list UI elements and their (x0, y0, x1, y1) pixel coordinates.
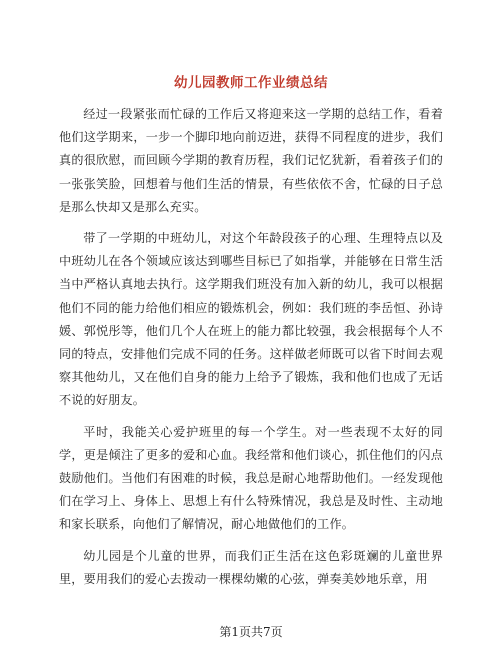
paragraph-2: 带了一学期的中班幼儿，对这个年龄段孩子的心理、生理特点以及中班幼儿在各个领域应该达到哪些目标已了如指掌，并能够在日常生活当中严格认真地去执行。这学期我们班没有加入新的幼儿，我可以根据他们不同的能力给他们相应的锻炼机会，例如：我们班的李岳恒、孙诗媛、郭悦彤等，他们几个人在班上的能力都比较强，我会根据每个人不同的特点，安排他们完成不同的任务。这样做老师既可以省下时间去观察其他幼儿，又在他们自身的能力上给予了锻炼，我和他们也成了无话不说的好朋友。 (59, 231, 443, 408)
document-body (59, 103, 443, 599)
paragraph-4: 幼儿园是个儿童的世界，而我们正生活在这色彩斑斓的儿童世界里，要用我们的爱心去拨动一棵棵幼嫩的心弦，弹奏美妙地乐章，用 (59, 548, 443, 586)
page-number: 第1页共7页 (219, 625, 283, 639)
paragraph-1: 经过一段紧张而忙碌的工作后又将迎来这一学期的总结工作，看着他们这学期来，一步一个脚印地向前迈进，获得不同程度的进步，我们真的很欣慰，而回顾今学期的教育历程，我们记忆犹新，看着孩子们的一张张笑脸，回想着与他们生活的情景，有些依依不舍，忙碌的日子总是那么快却又是那么充实。 (59, 107, 443, 214)
document-title: 幼儿园教师工作业绩总结 (174, 75, 328, 91)
paragraph-3: 平时，我能关心爱护班里的每一个学生。对一些表现不太好的同学，更是倾注了更多的爱和心血。我经常和他们谈心，抓住他们的闪点鼓励他们。当他们有困难的时候，我总是耐心地帮助他们。一经发现他们在学习上、身体上、思想上有什么特殊情况，我总是及时性、主动地和家长联系，向他们了解情况，耐心地做他们的工作。 (59, 424, 443, 532)
